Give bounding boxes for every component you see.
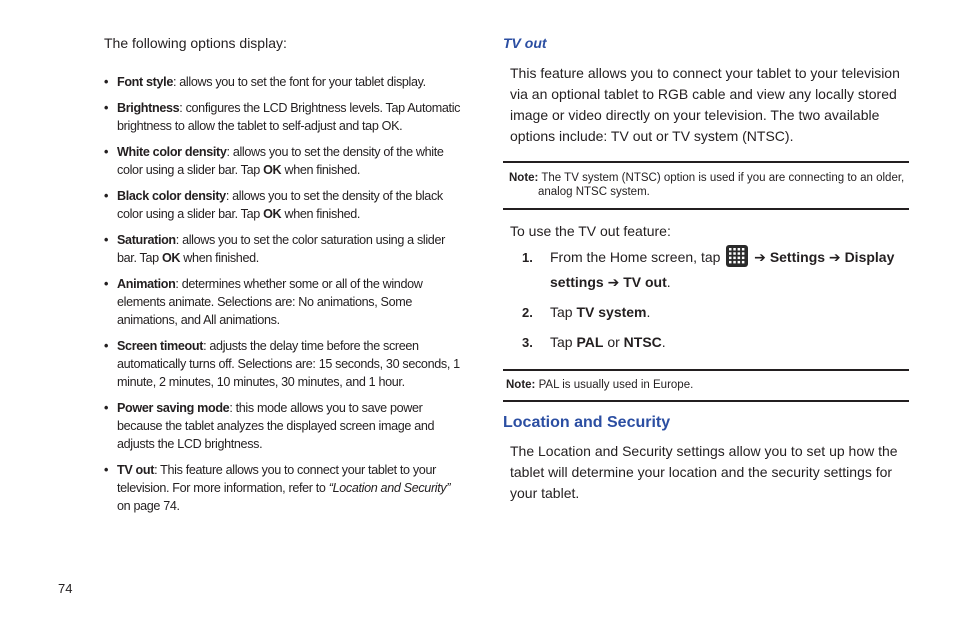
list-item-black-density: • Black color density: allows you to set the density of the black color using a slider bar. Tap OK when finished. xyxy=(104,189,443,221)
term: Power saving mode xyxy=(117,401,230,415)
list-item-saturation: • Saturation: allows you to set the color saturation using a slider bar. Tap OK when finished. xyxy=(104,233,445,265)
cross-reference-link[interactable]: “Location and Security” xyxy=(328,481,451,495)
term: Saturation xyxy=(117,233,176,247)
list-item-animation: • Animation: determines whether some or all of the window elements animate. Selections are: No animations, Some animations, and All animations. xyxy=(104,277,423,327)
options-intro: The following options display: xyxy=(104,35,287,51)
page-number: 74 xyxy=(58,581,73,596)
list-item-brightness: • Brightness: configures the LCD Brightness levels. Tap Automatic brightness to allow the tablet to self-adjust and tap OK. xyxy=(104,101,461,133)
list-item-screen-timeout: • Screen timeout: adjusts the delay time before the screen automatically turns off. Selections are: 15 seconds, 30 seconds, 1 minute, 2 minutes, 10 minutes, 30 minutes, and 1 hour. xyxy=(104,339,460,389)
step-2: 2. Tap TV system. xyxy=(522,304,651,320)
right-column xyxy=(503,35,909,504)
step-1: 1. From the Home screen, tap ➔ Settings ➔ Display settings ➔ TV out. xyxy=(503,245,909,295)
term: Font style xyxy=(117,75,173,89)
note-tv-system: Note: The TV system (NTSC) option is used if you are connecting to an older, analog NTSC system. xyxy=(503,161,909,210)
tv-out-paragraph: This feature allows you to connect your tablet to your television via an optional tablet to RGB cable and view any locally stored image or video directly on your television. The two available options include: TV out or TV system (NTSC). xyxy=(510,65,900,144)
note-label: Note: xyxy=(509,172,539,184)
apps-grid-icon xyxy=(726,245,748,267)
note-label: Note: xyxy=(506,379,536,391)
list-item-power-saving: • Power saving mode: this mode allows you to save power because the tablet analyzes the displayed screen image and adjusts the LCD brightness. xyxy=(104,401,435,451)
left-column xyxy=(104,35,464,523)
location-security-heading: Location and Security xyxy=(503,414,671,431)
term: White color density xyxy=(117,145,227,159)
term: Black color density xyxy=(117,189,226,203)
list-item-white-density: • White color density: allows you to set the density of the white color using a slider bar. Tap OK when finished. xyxy=(104,145,444,177)
term: Screen timeout xyxy=(117,339,204,353)
options-list xyxy=(104,73,464,515)
note-pal: Note: PAL is usually used in Europe. xyxy=(503,369,909,402)
term: Animation xyxy=(117,277,176,291)
list-item-tv-out: • TV out: This feature allows you to connect your tablet to your television. For more information, refer to “Location and Security” on page 74. xyxy=(104,463,451,513)
list-item-font-style: • Font style: allows you to set the font for your tablet display. xyxy=(104,75,426,89)
step-3: 3. Tap PAL or NTSC. xyxy=(522,334,666,350)
term: TV out xyxy=(117,463,155,477)
location-security-paragraph: The Location and Security settings allow you to set up how the tablet will determine your location and the security settings for your tablet. xyxy=(510,443,898,501)
term: Brightness xyxy=(117,101,180,115)
steps-intro: To use the TV out feature: xyxy=(510,223,671,239)
steps-list xyxy=(503,245,909,355)
tv-out-heading: TV out xyxy=(503,35,547,51)
